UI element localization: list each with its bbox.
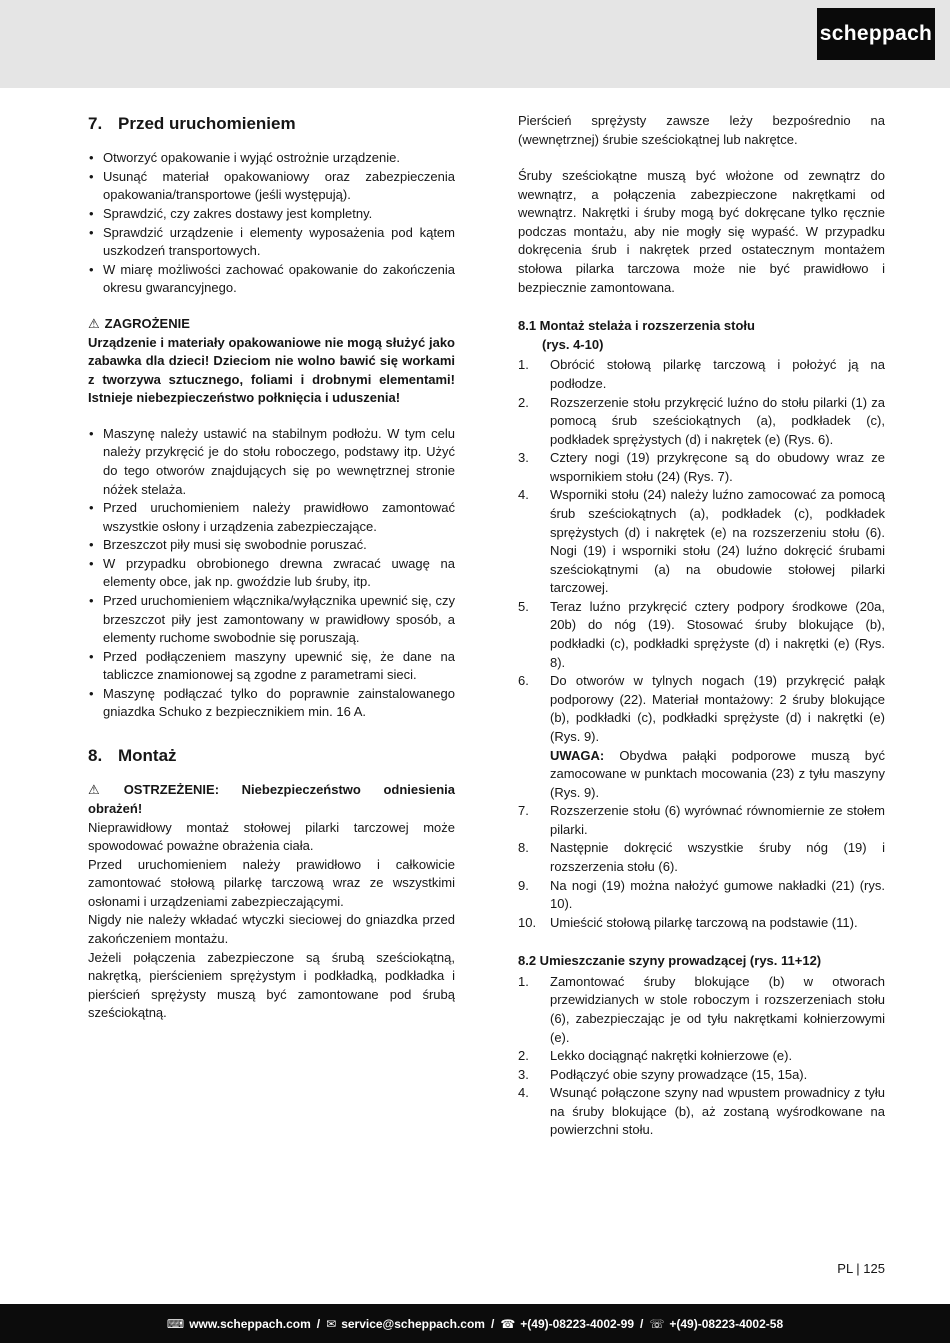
section-8-1-steps <box>518 356 885 932</box>
phone-icon: ☎ <box>500 1316 516 1331</box>
section-7-title <box>88 112 455 136</box>
note-text: Obydwa pałąki podporowe muszą być zamocowane w punktach mocowania (23) z tyłu maszyny (Rys. 9). <box>550 747 885 800</box>
section-8-2-steps <box>518 973 885 1140</box>
bullet-item: • W miarę możliwości zachować opakowanie do zakończenia okresu gwarancyjnego. <box>88 261 455 298</box>
list-item <box>518 1066 885 1085</box>
warning-icon: ⚠ <box>88 315 100 331</box>
list-item <box>518 914 885 933</box>
item-text: Teraz luźno przykręcić cztery podpory środkowe (20a, 20b) do nóg (19). Stosować śruby blokujące (b), podkładki (c), podkładki sprężyste (d) i nakrętki (e) (Rys. 8). <box>550 598 885 670</box>
intro-paragraph: Śruby sześciokątne muszą być włożone od zewnątrz do wewnątrz, a połączenia zabezpieczone nakrętkami od wewnątrz. Nakrętki i śruby mogą być dokręcane tylko ręcznie podczas montażu, aby nie mogły się wypaść. W przypadku dokręcenia śrub i nakrętek przed ostatecznym montażem stołowa pilarka tarczowa może nie być prawidłowo i bezpiecznie zamontowana. <box>518 168 885 295</box>
logo-text: scheppach <box>819 22 933 45</box>
page-number: PL | 125 <box>837 1261 885 1276</box>
safety-bullet-list <box>88 425 455 722</box>
item-number: 2. <box>518 394 529 410</box>
item-number: 9. <box>518 877 529 893</box>
item-number: 4. <box>518 487 529 503</box>
item-text: Podłączyć obie szyny prowadzące (15, 15a). <box>550 1066 808 1082</box>
item-text-main: Do otworów w tylnych nogach (19) przykręcić pałąk podporowy (22). Materiał montażowy: 2 śruby blokujące (b), podkładki (c), podkładki sprężyste (d) i nakrętki (e) (Rys. 9). <box>550 673 885 744</box>
warning-icon: ⚠ <box>88 782 119 798</box>
bullet-item: • Sprawdzić urządzenie i elementy wyposażenia pod kątem uszkodzeń transportowych. <box>88 224 455 261</box>
danger-title-text: ZAGROŻENIE <box>104 315 190 331</box>
item-text: Rozszerzenie stołu (6) wyrównać równomiernie ze stołem pilarki. <box>550 803 885 837</box>
item-number: 4. <box>518 1085 529 1101</box>
note-label: UWAGA: <box>550 747 605 763</box>
section-8-2-title: 8.2 Umieszczanie szyny prowadzącej (rys. 11+12) <box>518 953 822 969</box>
list-item <box>518 1047 885 1066</box>
phone-text: +(49)-08223-4002-99 <box>520 1316 635 1331</box>
header-band <box>0 0 950 88</box>
list-item <box>518 973 885 1047</box>
warning-title-text: OSTRZEŻENIE: Niebezpieczeństwo odniesienia obrażeń! <box>88 782 456 816</box>
list-item <box>518 598 885 672</box>
item-text: Obrócić stołową pilarkę tarczową i położyć ją na podłodze. <box>550 357 885 391</box>
item-text: Cztery nogi (19) przykręcone są do obudowy wraz ze wspornikiem stołu (24) (Rys. 7). <box>550 450 885 484</box>
list-item <box>518 394 885 450</box>
warning-paragraphs <box>88 819 455 1023</box>
left-column <box>88 112 455 1140</box>
item-text: Rozszerzenie stołu przykręcić luźno do stołu pilarki (1) za pomocą śrub sześciokątnych (a), podkładek (c), podkładek sprężystych (d) i nakrętek (e) (Rys. 6). <box>550 394 885 447</box>
item-number: 3. <box>518 450 529 466</box>
section-7-bullet-list <box>88 149 455 298</box>
bullet-item: • Maszynę należy ustawić na stabilnym podłożu. W tym celu należy przykręcić je do stołu roboczego, podstawy itp. Użyć do tego otworów znajdujących się po wewnętrznej stronie nóżek stelaża. <box>88 425 455 499</box>
scheppach-logo <box>817 8 935 60</box>
item-text: Na nogi (19) można nałożyć gumowe nakładki (21) (rys. 10). <box>550 877 885 912</box>
section-8-title <box>88 744 455 768</box>
item-number: 10. <box>518 914 537 930</box>
page-content <box>88 112 885 1140</box>
email-text: service@scheppach.com <box>341 1316 485 1331</box>
intro-paragraph: Pierścień sprężysty zawsze leży bezpośrednio na (wewnętrznej) śrubie sześciokątnej lub nakrętce. <box>518 113 885 147</box>
footer-bar <box>0 1304 950 1343</box>
website-text: www.scheppach.com <box>189 1316 311 1331</box>
item-text: Umieścić stołową pilarkę tarczową na podstawie (11). <box>550 914 858 930</box>
list-item <box>518 877 885 914</box>
item-text: Wsporniki stołu (24) należy luźno zamocować za pomocą śrub sześciokątnych (a), podkładek (c), podkładek sprężystych (d) i nakrętek (e) na rozszerzeniu stołu (6). Nogi (19) i wsporniki stołu (24) luźno dokręcić śrubami sześciokątnymi (a) na obudowie stołowej pilarki tarczowej. <box>550 487 885 596</box>
warning-title <box>88 781 455 818</box>
bullet-item: • Sprawdzić, czy zakres dostawy jest kompletny. <box>88 205 455 224</box>
separator: / <box>640 1316 644 1331</box>
email-icon: ✉ <box>326 1316 337 1331</box>
item-text <box>550 672 885 802</box>
fax-icon: ☏ <box>649 1316 665 1331</box>
fax-text: +(49)-08223-4002-58 <box>669 1316 784 1331</box>
item-number: 5. <box>518 598 529 614</box>
website-icon: ⌨ <box>166 1316 185 1331</box>
item-number: 6. <box>518 673 529 689</box>
item-text: Zamontować śruby blokujące (b) w otworach przewidzianych w stole roboczym i rozszerzeniach stołu (6), zabezpieczając je od tyłu nakrętkami kołnierzowymi (e). <box>550 973 885 1045</box>
warning-paragraph: Przed uruchomieniem należy prawidłowo i całkowicie zamontować stołową pilarkę tarczową wraz ze wszystkimi osłonami i urządzeniami zabezpieczającymi. <box>88 856 455 909</box>
item-note <box>550 747 885 803</box>
item-number: 8. <box>518 840 529 856</box>
section-8-number: 8. <box>88 746 103 766</box>
list-item <box>518 1084 885 1140</box>
item-text: Następnie dokręcić wszystkie śruby nóg (19) i rozszerzenia stołu (6). <box>550 840 885 874</box>
bullet-item: • Usunąć materiał opakowaniowy oraz zabezpieczenia opakowania/transportowe (jeśli występują). <box>88 168 455 205</box>
separator: / <box>490 1316 495 1331</box>
separator: / <box>316 1316 321 1331</box>
bullet-item: • Przed uruchomieniem włącznika/wyłącznika upewnić się, czy brzeszczot piły jest zamontowany w prawidłowy sposób, a elementy ruchome swobodnie się poruszają. <box>88 592 455 648</box>
list-item <box>518 802 885 839</box>
danger-body: Urządzenie i materiały opakowaniowe nie mogą służyć jako zabawka dla dzieci! Dzieciom nie wolno bawić się workami z tworzywa sztucznego, foliami i drobnymi elementami! Istnieje niebezpieczeństwo połknięcia i uduszenia! <box>88 334 455 406</box>
warning-paragraph: Jeżeli połączenia zabezpieczone są śrubą sześciokątną, nakrętką, pierścieniem sprężystym i podkładką, podkładka i pierścień sprężysty muszą być zamontowane pod śrubą sześciokątną. <box>88 949 455 1021</box>
item-number: 7. <box>518 803 529 819</box>
danger-title <box>88 315 455 334</box>
item-number: 1. <box>518 973 529 989</box>
bullet-item: • W przypadku obrobionego drewna zwracać uwagę na elementy obce, jak np. gwoździe lub śruby, itp. <box>88 555 455 592</box>
item-number: 3. <box>518 1066 529 1082</box>
section-8-1-subtitle: (rys. 4-10) <box>542 336 604 352</box>
bullet-item: • Maszynę podłączać tylko do poprawnie zainstalowanego gniazdka Schuko z bezpiecznikiem min. 16 A. <box>88 685 455 722</box>
list-item <box>518 356 885 393</box>
section-7-number: 7. <box>88 114 103 133</box>
bullet-item: • Brzeszczot piły musi się swobodnie poruszać. <box>88 536 455 555</box>
item-number: 2. <box>518 1048 529 1064</box>
bullet-item: • Przed uruchomieniem należy prawidłowo zamontować wszystkie osłony i urządzenia zabezpieczające. <box>88 499 455 536</box>
warning-paragraph: Nigdy nie należy wkładać wtyczki sieciowej do gniazdka przed zakończeniem montażu. <box>88 912 455 946</box>
item-number: 1. <box>518 357 529 373</box>
item-text: Lekko dociągnąć nakrętki kołnierzowe (e). <box>550 1048 793 1064</box>
section-7-heading: Przed uruchomieniem <box>118 114 296 133</box>
section-8-1-title: 8.1 Montaż stelaża i rozszerzenia stołu <box>518 318 755 334</box>
bullet-item: • Otworzyć opakowanie i wyjąć ostrożnie urządzenie. <box>88 149 455 168</box>
right-column <box>518 112 885 1140</box>
item-text: Wsunąć połączone szyny nad wpustem prowadnicy z tyłu na śruby blokujące (b), aż zostaną wyśrodkowane na powierzchni stołu. <box>550 1085 885 1138</box>
list-item <box>518 449 885 486</box>
list-item <box>518 486 885 597</box>
bullet-item: • Przed podłączeniem maszyny upewnić się, że dane na tabliczce znamionowej są zgodne z parametrami sieci. <box>88 648 455 685</box>
warning-paragraph: Nieprawidłowy montaż stołowej pilarki tarczowej może spowodować poważne obrażenia ciała. <box>88 819 455 854</box>
list-item <box>518 839 885 876</box>
list-item <box>518 672 885 802</box>
section-8-heading: Montaż <box>118 746 177 766</box>
